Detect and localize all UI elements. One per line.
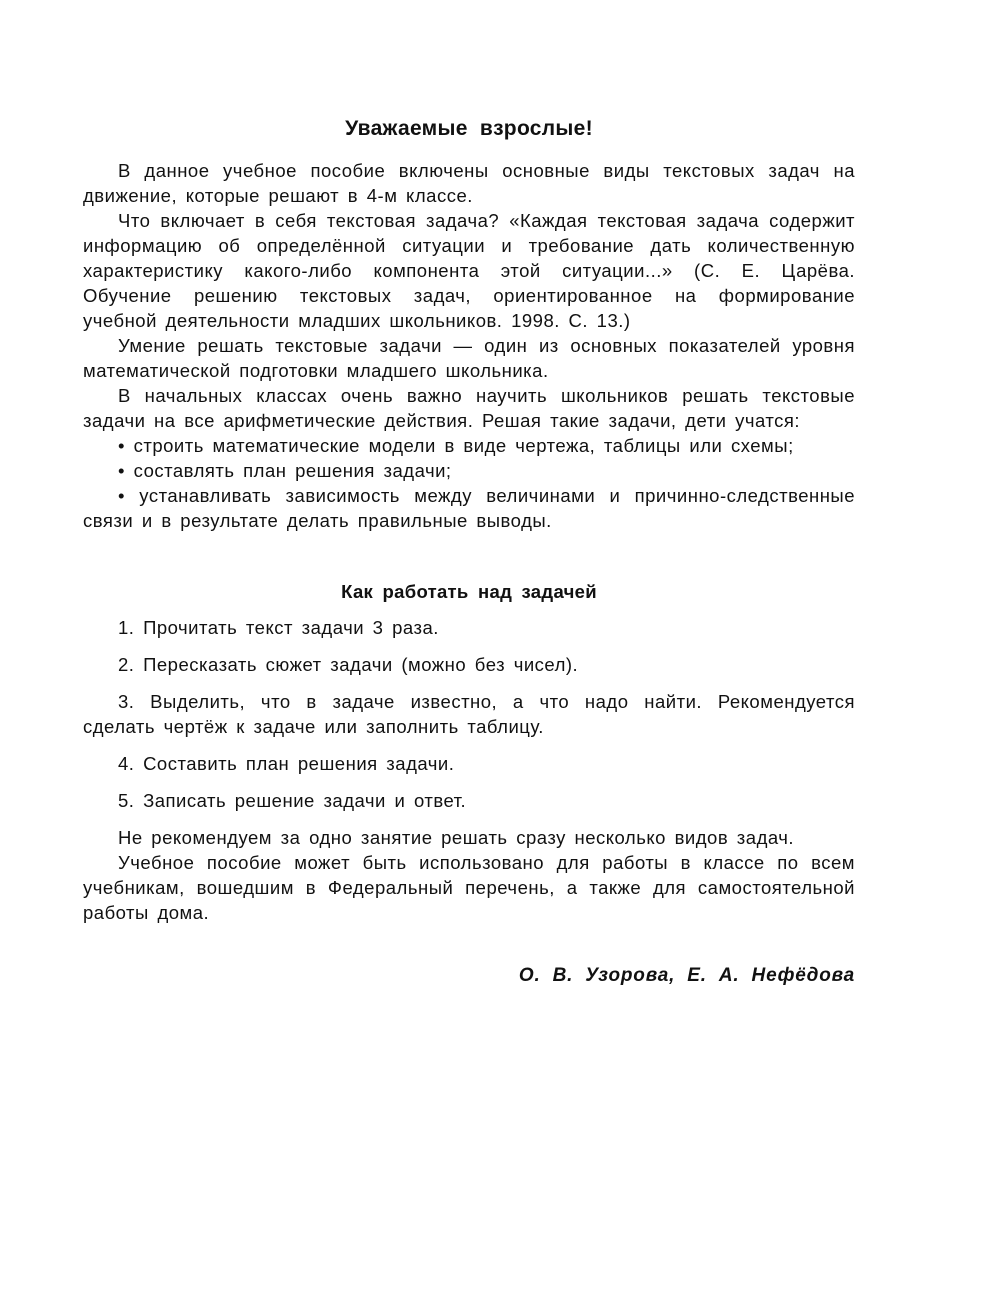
intro-paragraph: В начальных классах очень важно научить школьников решать текстовые задачи на все арифметические действия. Решая такие задачи, дети учатся: [83, 385, 855, 431]
authors-signature: О. В. Узорова, Е. А. Нефёдова [518, 965, 855, 986]
closing-paragraph: Не рекомендуем за одно занятие решать сразу несколько видов задач. [118, 827, 795, 848]
section-title: Как работать над задачей [341, 581, 597, 602]
bullet-item: • строить математические модели в виде чертежа, таблицы или схемы; [118, 435, 794, 456]
step-item: 3. Выделить, что в задаче известно, а что надо найти. Рекомендуется сделать чертёж к задаче или заполнить таблицу. [83, 691, 855, 737]
step-item: 4. Составить план решения задачи. [118, 753, 455, 774]
step-item: 1. Прочитать текст задачи 3 раза. [118, 617, 439, 638]
bullet-item: • устанавливать зависимость между величинами и причинно-следственные связи и в результате делать правильные выводы. [83, 485, 855, 531]
intro-paragraph: Что включает в себя текстовая задача? «Каждая текстовая задача содержит информацию об определённой ситуации и требование дать количественную характеристику какого-либо компонента этой ситуации...» (С. Е. Царёва. Обучение решению текстовых задач, ориентированное на формирование учебной деятельности младших школьников. 1998. С. 13.) [83, 210, 855, 331]
page-title: Уважаемые взрослые! [345, 117, 593, 140]
intro-paragraph: В данное учебное пособие включены основные виды текстовых задач на движение, которые решают в 4-м классе. [83, 160, 855, 206]
bullet-item: • составлять план решения задачи; [118, 460, 452, 481]
closing-paragraph: Учебное пособие может быть использовано для работы в классе по всем учебникам, вошедшим в Федеральный перечень, а также для самостоятельной работы дома. [83, 852, 855, 923]
intro-paragraph: Умение решать текстовые задачи — один из основных показателей уровня математической подготовки младшего школьника. [83, 335, 855, 381]
step-item: 5. Записать решение задачи и ответ. [118, 790, 467, 811]
step-item: 2. Пересказать сюжет задачи (можно без чисел). [118, 654, 579, 675]
document-page [83, 112, 855, 991]
